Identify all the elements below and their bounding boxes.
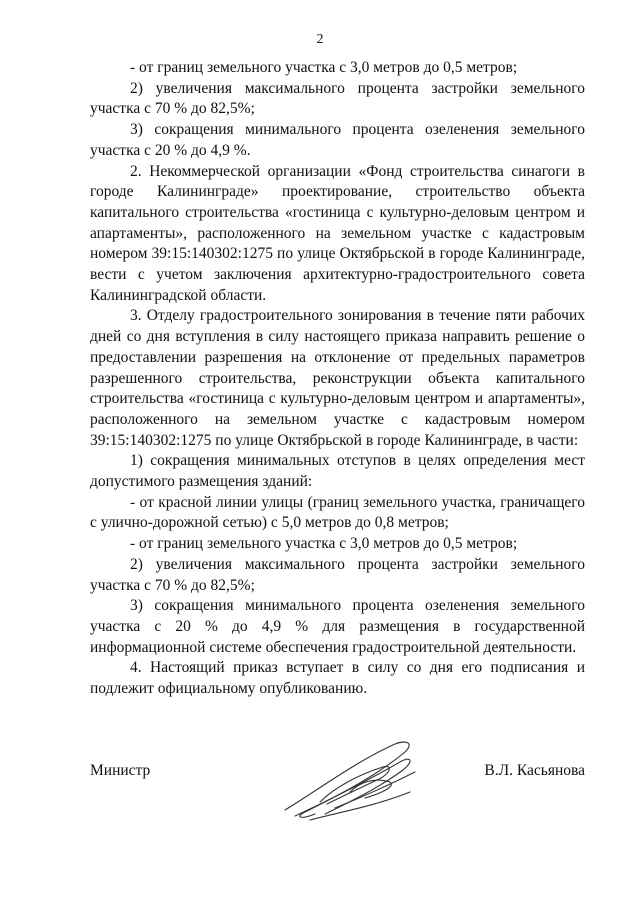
paragraph: 3) сокращения минимального процента озеленения земельного участка с 20 % до 4,9 % для размещения в государственной информационной системе обеспечения градостроительной деятельности. bbox=[90, 597, 585, 656]
page-number: 2 bbox=[316, 32, 324, 47]
paragraph: - от границ земельного участка с 3,0 метров до 0,5 метров; bbox=[130, 59, 518, 76]
paragraph: 2. Некоммерческой организации «Фонд строительства синагоги в городе Калининграде» проектирование, строительство объекта капитального строительства «гостиница с культурно-деловым центром и апартаменты», расположенного на земельном участке с кадастровым номером 39:15:140302:1275 по улице Октябрьской в городе Калининграде, вести с учетом заключения архитектурно-градостроительного совета Калининградской области. bbox=[90, 162, 585, 304]
paragraph: 2) увеличения максимального процента застройки земельного участка с 70 % до 82,5%; bbox=[90, 79, 585, 118]
document-body bbox=[90, 58, 585, 700]
signatory-title: Министр bbox=[90, 762, 151, 779]
handwritten-signature bbox=[265, 732, 435, 832]
signatory-name: В.Л. Касьянова bbox=[484, 762, 585, 779]
paragraph: - от границ земельного участка с 3,0 метров до 0,5 метров; bbox=[130, 535, 518, 553]
paragraph: 1) сокращения минимальных отступов в целях определения мест допустимого размещения зданий: bbox=[90, 452, 585, 491]
paragraph: 2) увеличения максимального процента застройки земельного участка с 70 % до 82,5%; bbox=[90, 555, 585, 594]
paragraph: 3. Отделу градостроительного зонирования в течение пяти рабочих дней со дня вступления в силу настоящего приказа направить решение о предоставлении разрешения на отклонение от предельных параметров разрешенного строительства, реконструкции объекта капитального строительства «гостиница с культурно-деловым центром и апартаменты», расположенного на земельном участке с кадастровым номером 39:15:140302:1275 по улице Октябрьской в городе Калининграде, в части: bbox=[90, 307, 585, 449]
paragraph: - от красной линии улицы (границ земельного участка, граничащего с улично-дорожной сетью) с 5,0 метров до 0,8 метров; bbox=[90, 493, 585, 532]
signature-block bbox=[90, 752, 585, 862]
paragraph: 4. Настоящий приказ вступает в силу со дня его подписания и подлежит официальному опубликованию. bbox=[90, 659, 585, 698]
paragraph: 3) сокращения минимального процента озеленения земельного участка с 20 % до 4,9 %. bbox=[90, 121, 585, 159]
